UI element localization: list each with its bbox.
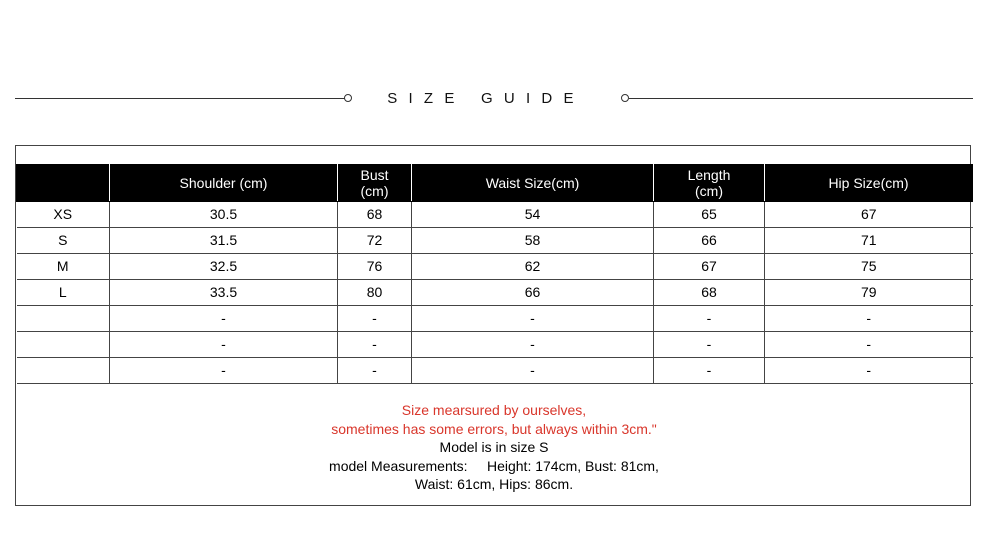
cell-shoulder: - (110, 306, 338, 332)
note-model-waist-hips: Waist: 61cm, Hips: 86cm. (414, 476, 574, 492)
cell-bust: 80 (338, 280, 412, 306)
cell-waist: 58 (412, 228, 654, 254)
cell-shoulder: 30.5 (110, 202, 338, 228)
title-circle-left-icon (344, 94, 352, 102)
cell-bust: - (338, 358, 412, 384)
note-error-margin: sometimes has some errors, but always within 3cm." (331, 420, 657, 437)
cell-bust: - (338, 332, 412, 358)
cell-length: 68 (654, 280, 765, 306)
cell-bust: 76 (338, 254, 412, 280)
cell-hip: - (765, 332, 973, 358)
table-row (17, 358, 973, 384)
cell-shoulder: 32.5 (110, 254, 338, 280)
cell-waist: 62 (412, 254, 654, 280)
cell-size (17, 332, 110, 358)
cell-hip: 71 (765, 228, 973, 254)
cell-length: - (654, 306, 765, 332)
table-header-row (17, 165, 973, 202)
cell-size: L (17, 280, 110, 306)
cell-size (17, 358, 110, 384)
table-row (17, 202, 973, 228)
table-row (17, 254, 973, 280)
table-row (17, 332, 973, 358)
cell-waist: - (412, 332, 654, 358)
title-divider-right (629, 98, 973, 99)
cell-length: 66 (654, 228, 765, 254)
size-table (16, 164, 973, 384)
page-title: SIZE GUIDE (387, 90, 585, 107)
table-row (17, 228, 973, 254)
header-length: Length (cm) (654, 165, 765, 202)
title-divider-left (15, 98, 345, 99)
size-chart-sheet (15, 145, 971, 506)
cell-length: 65 (654, 202, 765, 228)
cell-hip: 79 (765, 280, 973, 306)
title-circle-right-icon (621, 94, 629, 102)
cell-bust: 72 (338, 228, 412, 254)
note-model-measurements: model Measurements: Height: 174cm, Bust: 81cm, (329, 457, 659, 474)
header-waist: Waist Size(cm) (412, 165, 654, 202)
cell-waist: - (412, 306, 654, 332)
cell-shoulder: - (110, 358, 338, 384)
cell-hip: 67 (765, 202, 973, 228)
cell-hip: - (765, 306, 973, 332)
cell-waist: 54 (412, 202, 654, 228)
size-guide-title-row (0, 88, 985, 110)
cell-waist: - (412, 358, 654, 384)
cell-size (17, 306, 110, 332)
header-hip: Hip Size(cm) (765, 165, 973, 202)
note-measured-by-us: Size mearsured by ourselves, (401, 402, 587, 418)
cell-length: - (654, 332, 765, 358)
table-row (17, 306, 973, 332)
cell-size: XS (17, 202, 110, 228)
cell-length: - (654, 358, 765, 384)
cell-length: 67 (654, 254, 765, 280)
cell-hip: - (765, 358, 973, 384)
header-size (17, 165, 110, 202)
cell-bust: 68 (338, 202, 412, 228)
cell-shoulder: 33.5 (110, 280, 338, 306)
note-model-size: Model is in size S (439, 439, 549, 455)
cell-size: M (17, 254, 110, 280)
header-bust: Bust (cm) (338, 165, 412, 202)
table-row (17, 280, 973, 306)
measurement-notes (16, 401, 972, 494)
cell-shoulder: 31.5 (110, 228, 338, 254)
cell-size: S (17, 228, 110, 254)
cell-waist: 66 (412, 280, 654, 306)
cell-hip: 75 (765, 254, 973, 280)
cell-shoulder: - (110, 332, 338, 358)
cell-bust: - (338, 306, 412, 332)
header-shoulder: Shoulder (cm) (110, 165, 338, 202)
